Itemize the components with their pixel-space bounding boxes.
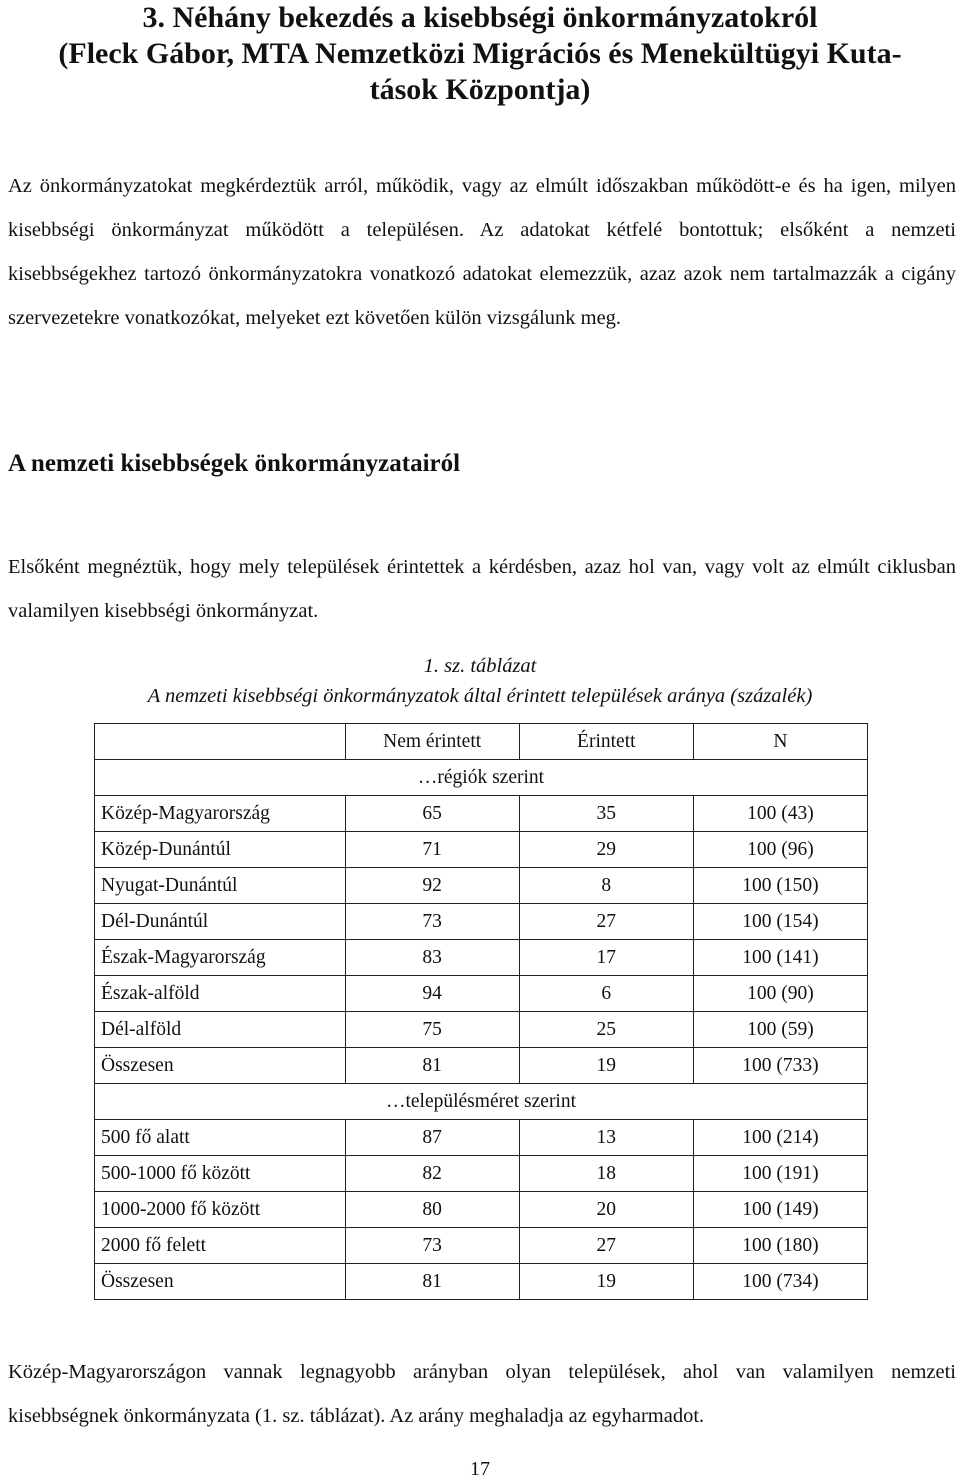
table-row (95, 940, 868, 976)
document-title (0, 0, 960, 108)
closing-paragraph: Közép-Magyarországon vannak legnagyobb arányban olyan települések, ahol van valamilyen nemzeti kisebbségnek önkormányzata (1. sz. táblázat). Az arány meghaladja az egyharmadot. (8, 1361, 956, 1427)
table-row (95, 1156, 868, 1192)
table-row (95, 904, 868, 940)
cell-nem-erintett: 81 (345, 1264, 519, 1300)
row-label: 2000 fő felett (95, 1228, 346, 1264)
table-row (95, 976, 868, 1012)
table-row (95, 1228, 868, 1264)
column-header: Érintett (519, 724, 693, 760)
cell-erintett: 19 (519, 1048, 693, 1084)
table-caption-number: 1. sz. táblázat (423, 655, 537, 677)
cell-erintett: 8 (519, 868, 693, 904)
table-row (95, 1192, 868, 1228)
section-paragraph: Elsőként megnéztük, hogy mely települések érintettek a kérdésben, azaz hol van, vagy volt az elmúlt ciklusban valamilyen kisebbségi önkormányzat. (8, 556, 956, 622)
row-label: 500 fő alatt (95, 1120, 346, 1156)
cell-nem-erintett: 81 (345, 1048, 519, 1084)
intro-paragraph: Az önkormányzatokat megkérdeztük arról, működik, vagy az elmúlt időszakban működött-e és ha igen, milyen kisebbségi önkormányzat működött a településen. Az adatokat kétfelé bontottuk; elsőként a nemzeti kisebbségekhez tartozó önkormányzatokra vonatkozó adatokat elemezzük, azaz azok nem tartalmazzák a cigány szervezetekre vonatkozókat, melyeket ezt követően külön vizsgálunk meg. (8, 175, 956, 329)
cell-n: 100 (734) (693, 1264, 867, 1300)
section-heading: A nemzeti kisebbségek önkormányzatairól (8, 450, 461, 477)
row-label: Dél-Dunántúl (95, 904, 346, 940)
cell-n: 100 (154) (693, 904, 867, 940)
cell-erintett: 27 (519, 904, 693, 940)
cell-nem-erintett: 82 (345, 1156, 519, 1192)
row-label: Összesen (95, 1048, 346, 1084)
cell-erintett: 20 (519, 1192, 693, 1228)
cell-erintett: 6 (519, 976, 693, 1012)
cell-nem-erintett: 87 (345, 1120, 519, 1156)
row-label: Nyugat-Dunántúl (95, 868, 346, 904)
cell-nem-erintett: 73 (345, 1228, 519, 1264)
table-caption-title: A nemzeti kisebbségi önkormányzatok által érintett települések aránya (százalék) (147, 685, 813, 707)
table-row (95, 832, 868, 868)
row-label: Összesen (95, 1264, 346, 1300)
page-number: 17 (470, 1458, 490, 1480)
data-table (94, 723, 868, 1300)
cell-erintett: 29 (519, 832, 693, 868)
header-empty-cell (95, 724, 346, 760)
row-label: Közép-Magyarország (95, 796, 346, 832)
row-label: Észak-alföld (95, 976, 346, 1012)
table-row (95, 1120, 868, 1156)
cell-erintett: 13 (519, 1120, 693, 1156)
cell-erintett: 19 (519, 1264, 693, 1300)
cell-nem-erintett: 94 (345, 976, 519, 1012)
cell-nem-erintett: 65 (345, 796, 519, 832)
cell-nem-erintett: 71 (345, 832, 519, 868)
cell-nem-erintett: 83 (345, 940, 519, 976)
section-label: …településméret szerint (95, 1084, 868, 1120)
cell-n: 100 (733) (693, 1048, 867, 1084)
row-label: Dél-alföld (95, 1012, 346, 1048)
cell-n: 100 (150) (693, 868, 867, 904)
cell-n: 100 (141) (693, 940, 867, 976)
cell-erintett: 18 (519, 1156, 693, 1192)
row-label: 1000-2000 fő között (95, 1192, 346, 1228)
cell-nem-erintett: 92 (345, 868, 519, 904)
row-label: Észak-Magyarország (95, 940, 346, 976)
table-section-row (95, 760, 868, 796)
table-header-row (95, 724, 868, 760)
table-row (95, 1264, 868, 1300)
table-section-row (95, 1084, 868, 1120)
cell-n: 100 (96) (693, 832, 867, 868)
cell-erintett: 35 (519, 796, 693, 832)
table-row (95, 1012, 868, 1048)
table-row (95, 796, 868, 832)
cell-erintett: 17 (519, 940, 693, 976)
cell-nem-erintett: 73 (345, 904, 519, 940)
cell-n: 100 (214) (693, 1120, 867, 1156)
cell-n: 100 (149) (693, 1192, 867, 1228)
cell-n: 100 (59) (693, 1012, 867, 1048)
cell-nem-erintett: 75 (345, 1012, 519, 1048)
cell-erintett: 25 (519, 1012, 693, 1048)
section-label: …régiók szerint (95, 760, 868, 796)
cell-n: 100 (43) (693, 796, 867, 832)
title-line-1: 3. Néhány bekezdés a kisebbségi önkormányzatokról (142, 1, 818, 34)
cell-n: 100 (191) (693, 1156, 867, 1192)
column-header: N (693, 724, 867, 760)
cell-nem-erintett: 80 (345, 1192, 519, 1228)
cell-erintett: 27 (519, 1228, 693, 1264)
cell-n: 100 (90) (693, 976, 867, 1012)
title-line-3: tások Központja) (369, 73, 591, 106)
title-line-2: (Fleck Gábor, MTA Nemzetközi Migrációs és Menekültügyi Kuta- (58, 37, 902, 70)
row-label: 500-1000 fő között (95, 1156, 346, 1192)
cell-n: 100 (180) (693, 1228, 867, 1264)
table-row (95, 868, 868, 904)
row-label: Közép-Dunántúl (95, 832, 346, 868)
column-header: Nem érintett (345, 724, 519, 760)
table-row (95, 1048, 868, 1084)
